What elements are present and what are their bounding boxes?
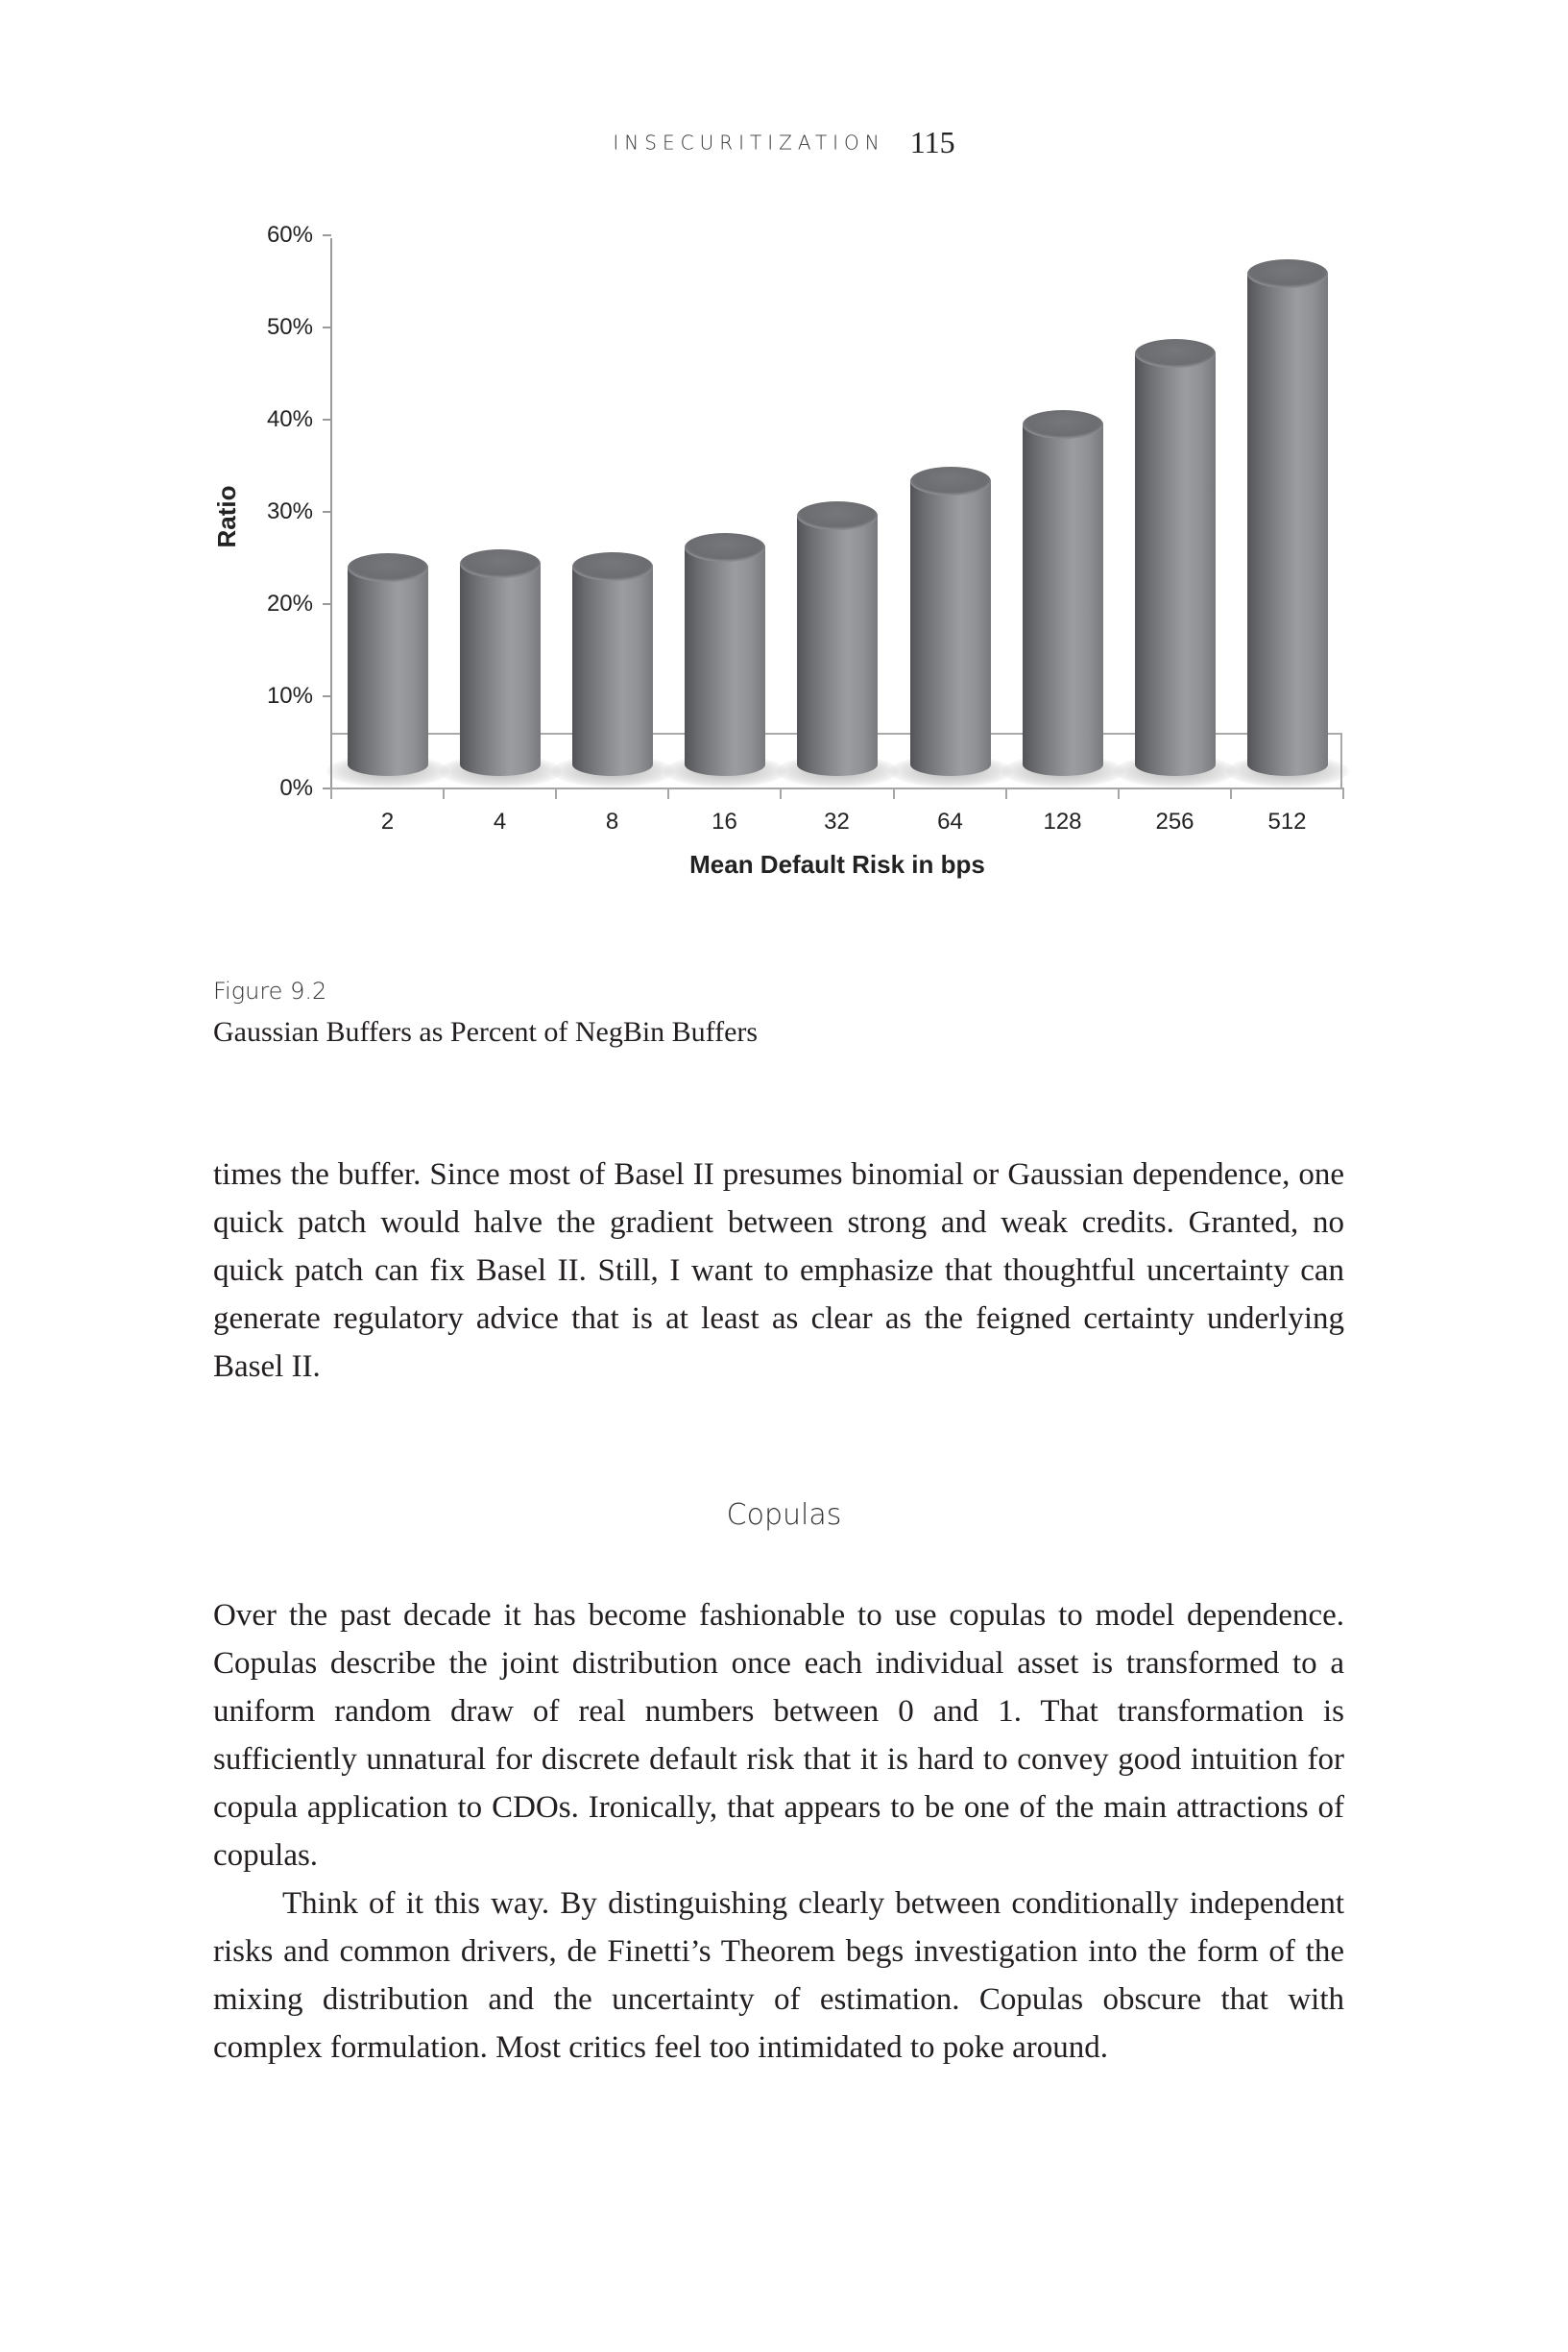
bar-chart: [0, 0, 1568, 922]
y-tick-label: 10%: [266, 683, 313, 709]
bar-4: [460, 549, 541, 776]
bar-body: [797, 516, 878, 776]
x-tick-mark: [1005, 788, 1007, 799]
y-tick-mark: [323, 603, 331, 605]
y-tick-label: 20%: [266, 591, 313, 617]
bar-8: [572, 552, 653, 776]
x-tick-mark: [330, 788, 332, 799]
paragraph: Think of it this way. By distinguishing clearly between conditionally independent risks and common drivers, de Finetti’s Theorem begs investigation into the form of the mixing distribution and the uncertainty of estimation. Copulas obscure that with complex formulation. Most critics feel too intimidated to poke around.: [213, 1886, 1344, 2065]
x-tick-mark: [555, 788, 557, 799]
paragraph: times the buffer. Since most of Basel II presumes binomial or Gaussian dependence, one quick patch would halve the gradient between strong and weak credits. Granted, no quick patch can fix Basel II. Still, I want to emphasize that thoughtful uncertainty can generate regulatory advice that is at least as clear as the feigned certainty underlying Basel II.: [213, 1157, 1344, 1384]
x-tick-mark: [780, 788, 782, 799]
x-tick-mark: [667, 788, 669, 799]
x-tick-label: 64: [937, 809, 963, 835]
bar-cap: [1135, 339, 1216, 368]
x-tick-mark: [443, 788, 445, 799]
y-tick-label: 40%: [266, 406, 313, 432]
x-axis-line: [331, 788, 1344, 789]
bar-body: [572, 567, 653, 776]
bar-256: [1135, 339, 1216, 776]
bar-cap: [460, 549, 541, 578]
y-tick-label: 30%: [266, 498, 313, 524]
x-tick-label: 2: [380, 809, 395, 835]
x-tick-label: 16: [712, 809, 737, 835]
y-tick-mark: [323, 511, 331, 513]
x-tick-mark: [1342, 788, 1344, 799]
x-tick-mark: [1118, 788, 1120, 799]
bar-16: [685, 533, 765, 776]
bar-128: [1023, 410, 1103, 776]
bar-body: [1135, 353, 1216, 776]
x-tick-label: 256: [1155, 809, 1194, 835]
bar-cap: [348, 553, 428, 582]
x-tick-label: 512: [1267, 809, 1307, 835]
bar-cap: [797, 501, 878, 530]
y-axis-line: [330, 238, 332, 789]
y-tick-label: 0%: [279, 775, 313, 801]
x-tick-label: 4: [493, 809, 507, 835]
running-head-title: INSECURITIZATION: [613, 131, 885, 155]
y-tick-mark: [323, 695, 331, 697]
bar-cap: [572, 552, 653, 581]
x-tick-mark: [1230, 788, 1232, 799]
section-heading: Copulas: [726, 1498, 842, 1532]
x-tick-mark: [893, 788, 895, 799]
figure-label: Figure 9.2: [213, 978, 327, 1005]
body-paragraph-continuation: [213, 1151, 1344, 1391]
y-tick-mark: [323, 419, 331, 421]
bar-body: [685, 547, 765, 776]
body-copulas: [213, 1591, 1344, 2072]
x-tick-label: 32: [824, 809, 850, 835]
y-tick-mark: [323, 327, 331, 328]
bar-512: [1247, 259, 1328, 776]
bar-body: [1247, 274, 1328, 776]
bar-2: [348, 553, 428, 776]
bar-cap: [1023, 410, 1103, 439]
x-axis-title: Mean Default Risk in bps: [689, 850, 985, 879]
bar-body: [1023, 424, 1103, 776]
bar-body: [348, 568, 428, 776]
bar-32: [797, 501, 878, 776]
y-tick-label: 50%: [266, 314, 313, 340]
y-tick-mark: [323, 234, 331, 236]
figure-caption: Gaussian Buffers as Percent of NegBin Buffers: [213, 1016, 759, 1048]
x-tick-label: 8: [605, 809, 619, 835]
y-axis-title: Ratio: [212, 485, 241, 548]
bar-body: [910, 481, 991, 776]
page-number: 115: [909, 125, 955, 159]
bar-body: [460, 564, 541, 776]
paragraph: Over the past decade it has become fashionable to use copulas to model dependence. Copulas describe the joint distribution once each individual asset is transformed to a uniform random draw of real numbers between 0 and 1. That transformation is sufficiently unnatural for discrete default risk that it is hard to convey good intuition for copula application to CDOs. Ironically, that appears to be one of the main attractions of copulas.: [213, 1598, 1344, 1873]
x-tick-label: 128: [1043, 809, 1082, 835]
y-tick-label: 60%: [266, 222, 313, 248]
bar-64: [910, 467, 991, 776]
